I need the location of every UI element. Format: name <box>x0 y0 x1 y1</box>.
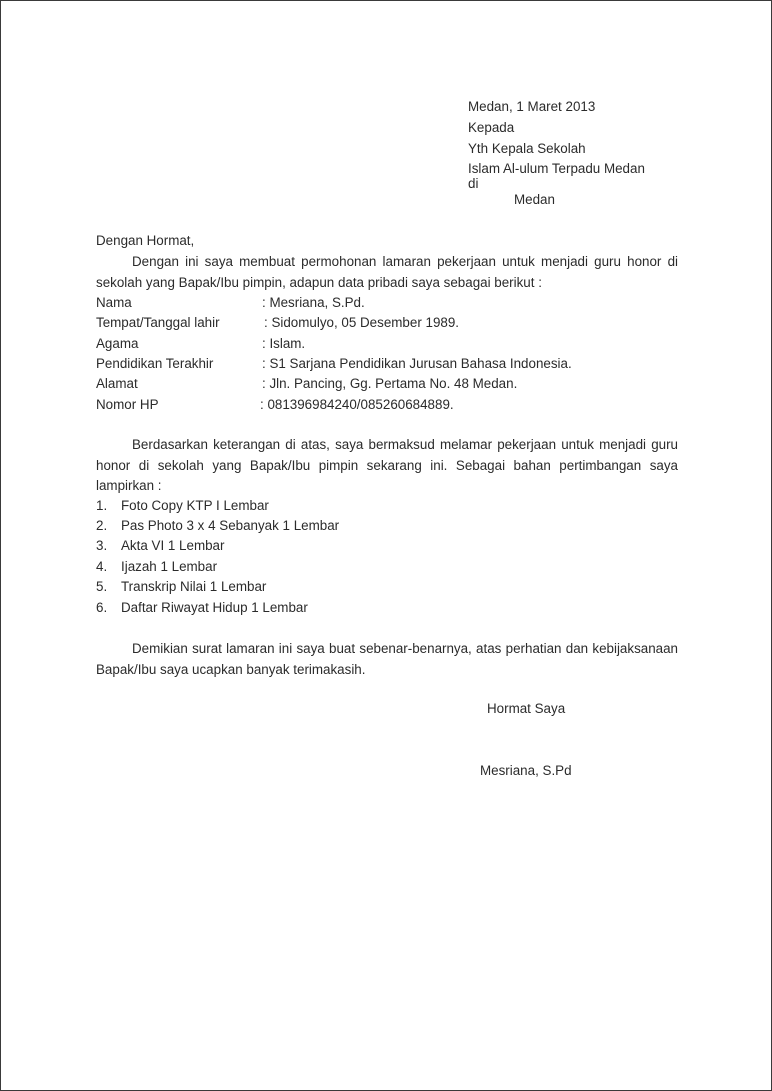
place-date: Medan, 1 Maret 2013 <box>468 99 596 114</box>
attachment-number: 5. <box>96 579 108 594</box>
personal-label: Tempat/Tanggal lahir <box>96 315 220 330</box>
personal-label: Alamat <box>96 376 138 391</box>
attachment-text: Foto Copy KTP I Lembar <box>121 498 269 513</box>
intro-paragraph: Dengan ini saya membuat permohonan lamaran pekerjaan untuk menjadi guru honor di sekolah yang Bapak/Ibu pimpin, adapun data pribadi saya sebagai berikut : <box>96 254 678 290</box>
regards: Hormat Saya <box>487 701 566 716</box>
personal-value: : Mesriana, S.Pd. <box>262 295 365 310</box>
recipient-kepada: Kepada <box>468 120 515 135</box>
personal-label: Agama <box>96 336 139 351</box>
recipient-line-1: Yth Kepala Sekolah <box>468 141 586 156</box>
attachment-number: 1. <box>96 498 108 513</box>
attachment-number: 2. <box>96 518 108 533</box>
attachment-number: 4. <box>96 559 108 574</box>
personal-value: : Jln. Pancing, Gg. Pertama No. 48 Medan. <box>262 376 518 391</box>
signature-name: Mesriana, S.Pd <box>480 763 572 778</box>
attachment-text: Daftar Riwayat Hidup 1 Lembar <box>121 600 308 615</box>
body-paragraph: Berdasarkan keterangan di atas, saya bermaksud melamar pekerjaan untuk menjadi guru honor di sekolah yang Bapak/Ibu pimpin sekarang ini. Sebagai bahan pertimbangan saya lampirkan : <box>96 437 678 493</box>
recipient-line-3: di <box>468 176 479 191</box>
attachment-text: Ijazah 1 Lembar <box>121 559 218 574</box>
personal-label: Pendidikan Terakhir <box>96 356 214 371</box>
closing-paragraph: Demikian surat lamaran ini saya buat sebenar-benarnya, atas perhatian dan kebijaksanaan Bapak/Ibu saya ucapkan banyak terimakasih. <box>96 641 678 677</box>
attachment-text: Akta VI 1 Lembar <box>121 538 225 553</box>
attachment-text: Transkrip Nilai 1 Lembar <box>121 579 267 594</box>
personal-value: : Islam. <box>262 336 306 351</box>
greeting: Dengan Hormat, <box>96 233 195 248</box>
personal-label: Nama <box>96 295 132 310</box>
personal-value: : S1 Sarjana Pendidikan Jurusan Bahasa Indonesia. <box>262 356 572 371</box>
attachment-text: Pas Photo 3 x 4 Sebanyak 1 Lembar <box>121 518 340 533</box>
attachment-number: 3. <box>96 538 108 553</box>
personal-label: Nomor HP <box>96 397 159 412</box>
attachment-number: 6. <box>96 600 108 615</box>
personal-value: : 081396984240/085260684889. <box>260 397 454 412</box>
recipient-line-2: Islam Al-ulum Terpadu Medan <box>468 161 645 176</box>
recipient-line-4: Medan <box>514 192 555 207</box>
personal-value: : Sidomulyo, 05 Desember 1989. <box>264 315 460 330</box>
